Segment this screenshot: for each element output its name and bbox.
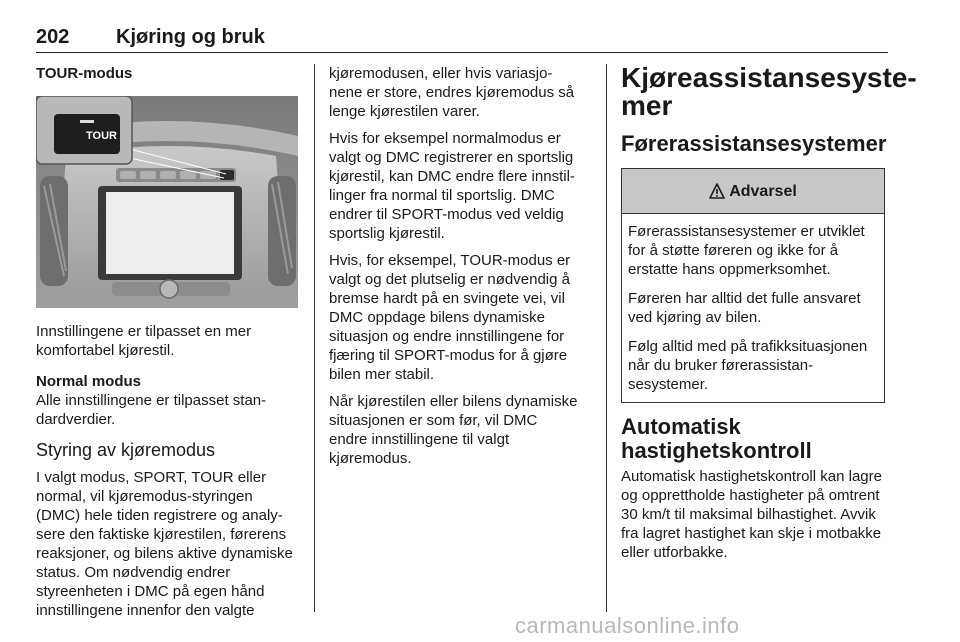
dashboard-illustration bbox=[36, 96, 298, 308]
warning-header bbox=[622, 169, 884, 214]
subheading-normal: Normal modus bbox=[36, 373, 142, 390]
warning-body bbox=[622, 214, 884, 402]
warning-paragraph: Følg alltid med på trafikksituasjonen når du bruker førerassistansesystemer. bbox=[628, 338, 868, 393]
warning-paragraph: Føreren har alltid det fulle ansvaret ved kjøring av bilen. bbox=[628, 290, 861, 326]
warning-icon bbox=[709, 183, 725, 199]
subheading-styring: Styring av kjøremodus bbox=[36, 440, 216, 460]
column-divider bbox=[314, 64, 315, 612]
paragraph: kjøremodusen, eller hvis variasjonene er store, endres kjøremodus så lenge kjørestilen varer. bbox=[329, 65, 575, 120]
watermark: carmanualsonline.info bbox=[515, 613, 740, 638]
tour-button-label: TOUR bbox=[86, 130, 117, 142]
paragraph: Automatisk hastighetskontroll kan lagre og opprettholde hastigheter på omtrent 30 km/t til maksimal bilhastighet. Avvik fra lagret hastighet kan skje i motbakke eller utforbakke. bbox=[621, 468, 882, 561]
warning-paragraph: Førerassistansesystemer er utviklet for å støtte føreren og ikke for å erstatte hans oppmerksomhet. bbox=[628, 223, 865, 278]
column-left bbox=[36, 64, 298, 620]
paragraph: Når kjørestilen eller bilens dynamiske situasjonen er som før, vil DMC endre innstillingene til valgt kjøremodus. bbox=[329, 393, 578, 467]
warning-title: Advarsel bbox=[729, 182, 797, 200]
paragraph: Hvis, for eksempel, TOUR-modus er valgt og det plutselig er nødvendig å bremse hardt på en svingete vei, vil DMC oppdage bilens dynamiske situasjon og endre innstillingene for fjæring til SPORT-modus for å gjøre bilen mer stabil. bbox=[329, 252, 571, 383]
section-heading: Førerassistansesystemer bbox=[621, 131, 887, 156]
dashboard-figure bbox=[36, 96, 298, 308]
section-heading-cruise: Automatisk hastighetskontroll bbox=[621, 414, 812, 463]
page-header bbox=[36, 20, 888, 53]
paragraph: I valgt modus, SPORT, TOUR eller normal, vil kjøremodus-styringen (DMC) hele tiden registrere og analysere den faktiske kjørestilen, førerens reaksjoner, og bilens aktive dynamiske status. Om nødvendig endrer styreenheten i DMC på egen hånd innstillingene innenfor den valgte bbox=[36, 469, 293, 619]
paragraph: Innstillingene er tilpasset en mer komfortabel kjørestil. bbox=[36, 323, 252, 359]
section-title-tour: TOUR-modus bbox=[36, 65, 133, 82]
warning-box bbox=[621, 168, 885, 403]
chapter-title: Kjøring og bruk bbox=[116, 26, 265, 48]
paragraph: Hvis for eksempel normalmodus er valgt og DMC registrerer en sportslig kjørestil, kan DMC endre flere innstillinger fra normal til sportslig. DMC endrer til SPORT-modus ved veldig sportslig kjørestil. bbox=[329, 130, 575, 242]
chapter-heading: Kjøreassistansesystemer bbox=[621, 62, 917, 121]
column-middle bbox=[329, 64, 579, 468]
paragraph: Alle innstillingene er tilpasset standardverdier. bbox=[36, 392, 267, 428]
column-divider bbox=[606, 64, 607, 612]
column-right bbox=[621, 62, 917, 562]
page-number: 202 bbox=[36, 26, 70, 48]
